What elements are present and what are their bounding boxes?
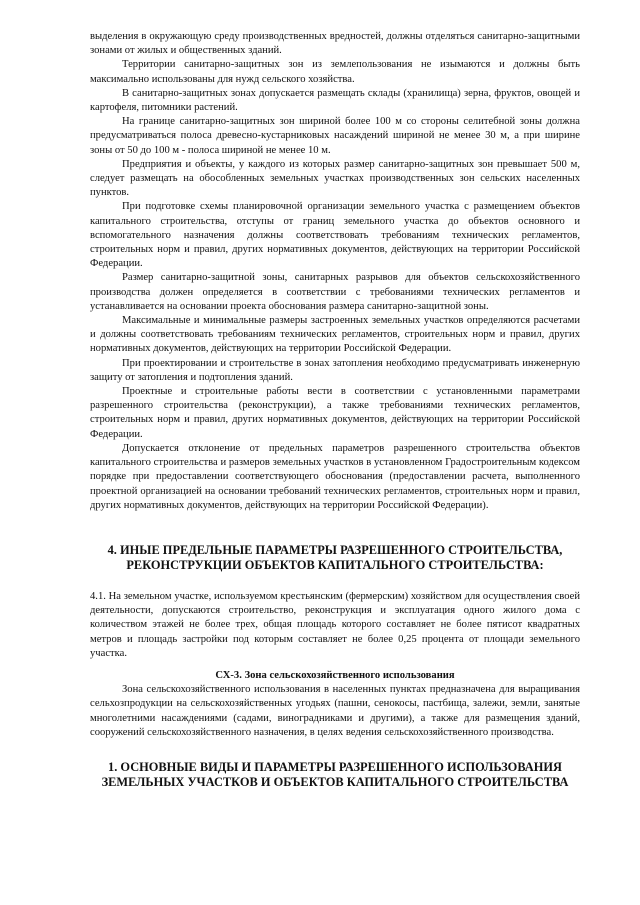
paragraph: При проектировании и строительстве в зонах затопления необходимо предусматривать инженерную защиту от затопления и подтопления зданий.: [90, 357, 580, 383]
paragraph: выделения в окружающую среду производственных вредностей, должны отделяться санитарно-защитными зонами от жилых и общественных зданий.: [90, 31, 580, 57]
section-4-heading: 4. ИНЫЕ ПРЕДЕЛЬНЫЕ ПАРАМЕТРЫ РАЗРЕШЕННОГО СТРОИТЕЛЬСТВА, РЕКОНСТРУКЦИИ ОБЪЕКТОВ КАПИТАЛЬНОГО СТРОИТЕЛЬСТВА:: [107, 542, 563, 573]
paragraph: В санитарно-защитных зонах допускается размещать склады (хранилища) зерна, фруктов, овощей и картофеля, питомники растений.: [90, 87, 580, 114]
clause-4-1: 4.1. На земельном участке, используемом крестьянским (фермерским) хозяйством для осуществления своей деятельности, допускаются строительство, реконструкция и эксплуатация одного жилого дома с количеством этажей не более трех, общая площадь которого составляет не более пятисот квадратных метров и площадь застройки под которым составляет не более 0,25 процента от площади земельного участка.: [90, 590, 580, 659]
section-1-heading: 1. ОСНОВНЫЕ ВИДЫ И ПАРАМЕТРЫ РАЗРЕШЕННОГО ИСПОЛЬЗОВАНИЯ ЗЕМЕЛЬНЫХ УЧАСТКОВ И ОБЪЕКТОВ КАПИТАЛЬНОГО СТРОИТЕЛЬСТВА: [101, 759, 569, 790]
paragraph: Территории санитарно-защитных зон из землепользования не изымаются и должны быть максимально использованы для нужд сельского хозяйства.: [90, 59, 580, 85]
paragraph: Допускается отклонение от предельных параметров разрешенного строительства объектов капитального строительства и размеров земельных участков в установленном Градостроительным кодексом порядке при предоставлении соответствующего обоснования (предоставлении расчета, выполненного проектной организацией на основании требований технических регламентов, строительных норм и правил, других нормативных документов, действующих на территории Российской Федерации).: [90, 442, 580, 511]
zone-paragraph: Зона сельскохозяйственного использования в населенных пунктах предназначена для выращивания сельхозпродукции на сельскохозяйственных угодьях (пашни, сенокосы, пастбища, залежи, земли, занятые многолетними насаждениями (садами, виноградниками и другими), а также для размещения зданий, сооружений сельскохозяйственного назначения, в целях ведения сельскохозяйственного производства.: [90, 684, 580, 738]
paragraph: Размер санитарно-защитной зоны, санитарных разрывов для объектов сельскохозяйственного производства должен определяется в соответствии с требованиями технических регламентов и устанавливается на основании проекта обоснования размера санитарно-защитной зоны.: [90, 272, 580, 312]
zone-heading: СХ-3. Зона сельскохозяйственного использования: [215, 669, 455, 681]
paragraph: Проектные и строительные работы вести в соответствии с установленными параметрами разрешенного строительства (реконструкции), а также требованиями технических регламентов, строительных норм и правил, других нормативных документов, действующих на территории Российской Федерации.: [90, 386, 580, 440]
document-page: [90, 30, 580, 791]
paragraph: При подготовке схемы планировочной организации земельного участка с размещением объектов капитального строительства, отступы от границ земельного участка до объектов основного и вспомогательного назначения должны соответствовать требованиям технических регламентов, строительных норм и правил, других нормативных документов, действующих на территории Российской Федерации.: [90, 201, 580, 270]
paragraph: Предприятия и объекты, у каждого из которых размер санитарно-защитных зон превышает 500 м, следует размещать на обособленных земельных участках производственных зон сельских населенных пунктов.: [90, 158, 580, 199]
paragraph: Максимальные и минимальные размеры застроенных земельных участков определяются расчетами и должны соответствовать требованиям технических регламентов, строительных норм и правил, других нормативных документов, действующих на территории Российской Федерации.: [90, 315, 580, 355]
paragraph: На границе санитарно-защитных зон шириной более 100 м со стороны селитебной зоны должна предусматриваться полоса древесно-кустарниковых насаждений шириной не менее 30 м, а при ширине зоны от 50 до 100 м - полоса шириной не менее 10 м.: [90, 116, 580, 156]
